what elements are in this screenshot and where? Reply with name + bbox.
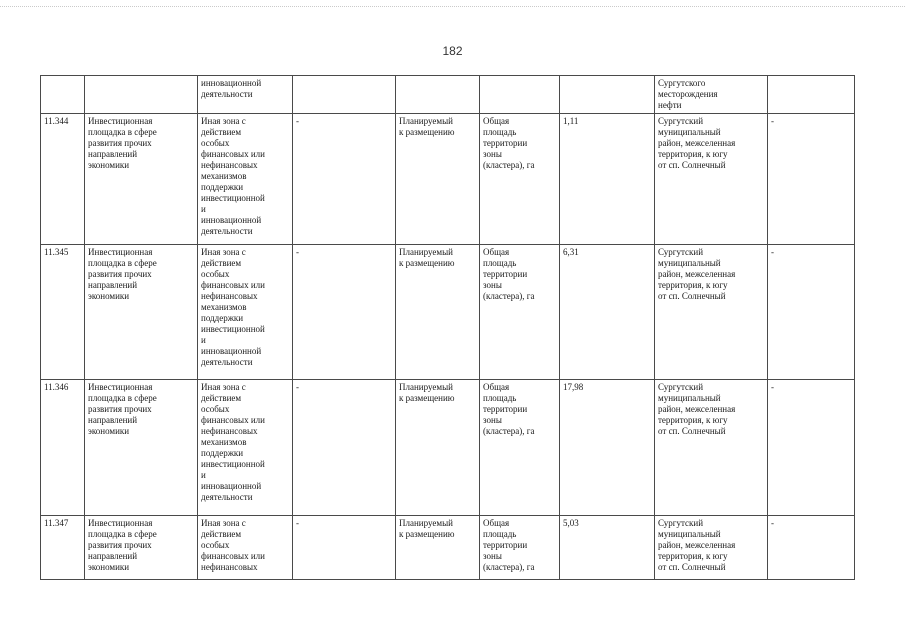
scan-edge-noise: [0, 6, 905, 8]
cell-name: Инвестиционная площадка в сфере развития прочих направлений экономики: [85, 114, 198, 245]
cell-location: Сургутский муниципальный район, межселенная территория, к югу от сп. Солнечный: [655, 114, 768, 245]
cell-dash: [293, 76, 396, 114]
cell-number: 11.346: [41, 380, 85, 516]
cell-parameter: [480, 76, 560, 114]
cell-parameter: Общая площадь территории зоны (кластера), га: [480, 380, 560, 516]
cell-number: 11.347: [41, 516, 85, 580]
cell-number: 11.344: [41, 114, 85, 245]
cell-parameter: Общая площадь территории зоны (кластера), га: [480, 245, 560, 380]
cell-location: Сургутский муниципальный район, межселенная территория, к югу от сп. Солнечный: [655, 380, 768, 516]
cell-dash: -: [293, 380, 396, 516]
cell-value: 1,11: [560, 114, 655, 245]
cell-parameter: Общая площадь территории зоны (кластера), га: [480, 516, 560, 580]
cell-dash: -: [768, 516, 855, 580]
cell-name: [85, 76, 198, 114]
cell-zone-type: инновационной деятельности: [198, 76, 293, 114]
cell-dash: -: [768, 380, 855, 516]
cell-name: Инвестиционная площадка в сфере развития прочих направлений экономики: [85, 245, 198, 380]
cell-dash: -: [293, 114, 396, 245]
cell-parameter: Общая площадь территории зоны (кластера), га: [480, 114, 560, 245]
cell-dash: -: [768, 245, 855, 380]
cell-zone-type: Иная зона с действием особых финансовых или нефинансовых механизмов поддержки инвестиционной и инновационной деятельности: [198, 380, 293, 516]
cell-dash: -: [293, 516, 396, 580]
cell-status: Планируемый к размещению: [396, 245, 480, 380]
cell-number: 11.345: [41, 245, 85, 380]
cell-location: Сургутский муниципальный район, межселенная территория, к югу от сп. Солнечный: [655, 516, 768, 580]
cell-dash: [768, 76, 855, 114]
table-row-continuation: [41, 76, 855, 114]
cell-name: Инвестиционная площадка в сфере развития прочих направлений экономики: [85, 516, 198, 580]
cell-status: Планируемый к размещению: [396, 380, 480, 516]
table-row: [41, 380, 855, 516]
cell-dash: -: [768, 114, 855, 245]
cell-value: 17,98: [560, 380, 655, 516]
table-row: [41, 114, 855, 245]
page-number: 182: [442, 44, 463, 58]
cell-status: [396, 76, 480, 114]
table-row: [41, 245, 855, 380]
cell-zone-type: Иная зона с действием особых финансовых или нефинансовых механизмов поддержки инвестиционной и инновационной деятельности: [198, 114, 293, 245]
zones-table: [40, 75, 855, 580]
cell-zone-type: Иная зона с действием особых финансовых или нефинансовых механизмов поддержки инвестиционной и инновационной деятельности: [198, 245, 293, 380]
cell-dash: -: [293, 245, 396, 380]
cell-location: Сургутский муниципальный район, межселенная территория, к югу от сп. Солнечный: [655, 245, 768, 380]
cell-value: 6,31: [560, 245, 655, 380]
cell-value: 5,03: [560, 516, 655, 580]
cell-status: Планируемый к размещению: [396, 516, 480, 580]
cell-status: Планируемый к размещению: [396, 114, 480, 245]
table-row: [41, 516, 855, 580]
cell-location: Сургутского месторождения нефти: [655, 76, 768, 114]
cell-value: [560, 76, 655, 114]
cell-name: Инвестиционная площадка в сфере развития прочих направлений экономики: [85, 380, 198, 516]
cell-zone-type: Иная зона с действием особых финансовых или нефинансовых: [198, 516, 293, 580]
cell-number: [41, 76, 85, 114]
